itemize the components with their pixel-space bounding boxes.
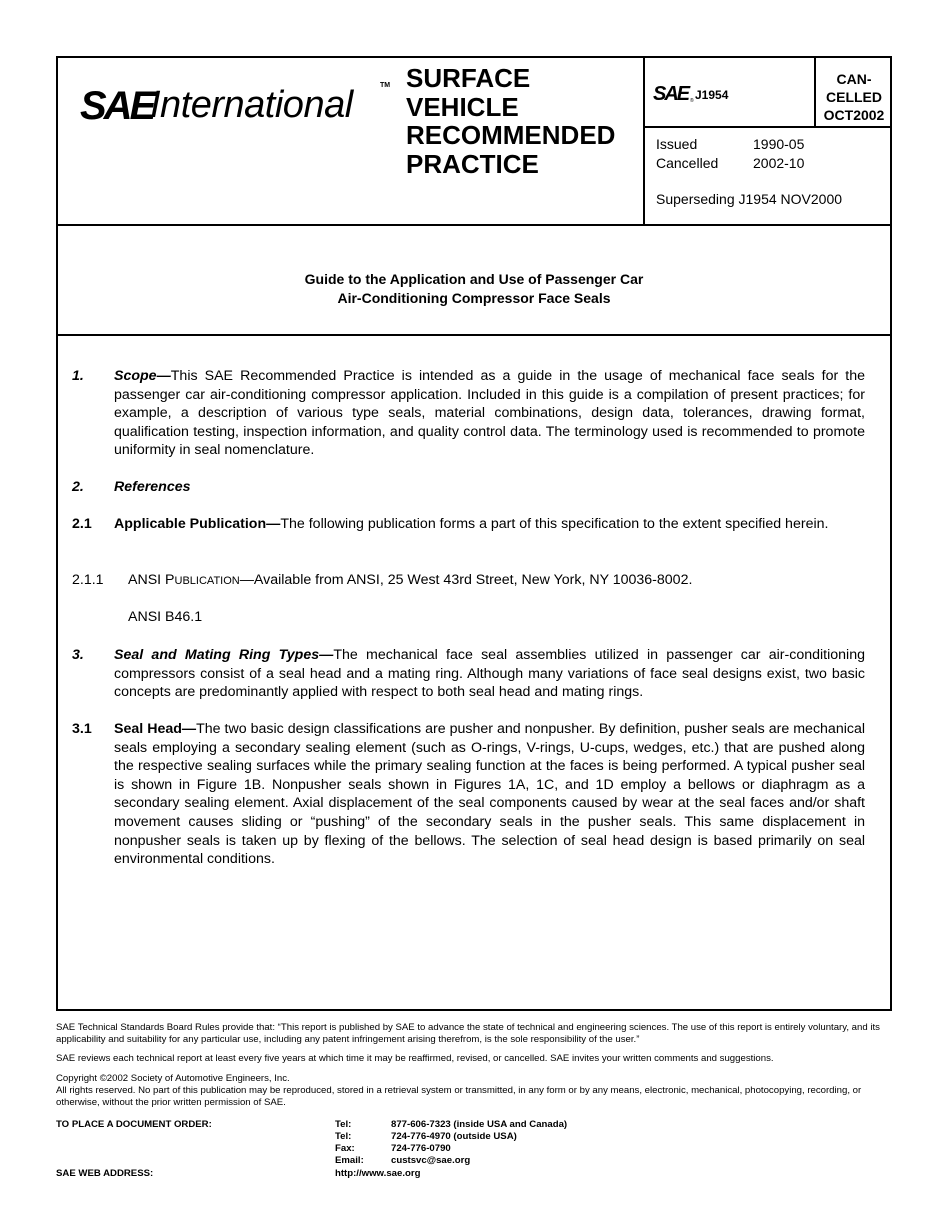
section-2-1-1-text: —Available from ANSI, 25 West 43rd Street, New York, NY 10036-8002.: [239, 572, 693, 588]
title-line-1: Guide to the Application and Use of Passenger Car: [304, 271, 644, 287]
cancelled-line: CELLED: [826, 89, 882, 105]
contact-value: 877-606-7323 (inside USA and Canada): [391, 1119, 568, 1130]
doc-type-line: SURFACE: [406, 63, 531, 93]
sae-web-link[interactable]: http://www.sae.org: [335, 1168, 421, 1179]
document-number: J1954: [695, 88, 729, 102]
section-2-1-1-paragraph: [128, 571, 865, 591]
ansi-standard: ANSI B46.1: [128, 609, 203, 625]
section-1-heading: Scope—: [114, 368, 171, 384]
mini-sae-logo: SAE: [653, 83, 689, 105]
section-3-text: The mechanical face seal assemblies utilized in passenger car air-conditioning compressors consist of a seal head and a mating ring. Although many variations of face seal designs exist, two basic concepts are predominantly applied with respect to both seal head and mating rings.: [114, 647, 865, 701]
document-type: [406, 64, 646, 178]
issued-label: Issued: [656, 136, 698, 152]
contact-label: Tel:: [335, 1131, 352, 1142]
title-line-2: Air-Conditioning Compressor Face Seals: [337, 290, 611, 306]
section-1-number: 1.: [72, 368, 84, 384]
section-3-1-text: The two basic design classifications are pusher and nonpusher. By definition, pusher seals are mechanical seals employing a secondary sealing element (such as O-rings, V-rings, U-cups, wedges, etc.) that are pushed along the respective sealing surfaces while the primary sealing function at the faces is being performed. A typical pusher seal is shown in Figure 1B. Nonpusher seals shown in Figures 1A, 1C, and 1D employ a bellows or diaphragm as a secondary sealing element. Axial displacement of the seal components caused by wear at the seal faces and/or shaft movement causes sliding or “pushing” of the secondary seals in the pusher seals. This same displacement in nonpusher seals is taken up by flexing of the bellows. The selection of seal head design is based primarily on seal environmental conditions.: [114, 721, 865, 868]
issued-value: 1990-05: [753, 136, 805, 152]
contact-label: Fax:: [335, 1143, 355, 1154]
contact-email-link[interactable]: custsvc@sae.org: [391, 1155, 471, 1166]
section-2-1-text: The following publication forms a part of this specification to the extent specified herein.: [280, 516, 829, 532]
sae-international-logo: [80, 82, 400, 142]
registered-mark: ®: [690, 98, 694, 104]
contact-value: 724-776-0790: [391, 1143, 451, 1154]
section-2-number: 2.: [72, 479, 84, 495]
publication-smallcaps: UBLICATION: [174, 575, 240, 587]
section-1-paragraph: [114, 367, 865, 460]
footer-rights: All rights reserved. No part of this publication may be reproduced, stored in a retrieval system or transmitted, in any form or by any means, electronic, mechanical, photocopying, recording, or otherwise, without the prior written permission of SAE.: [56, 1085, 862, 1108]
cancelled-label: Cancelled: [656, 155, 719, 171]
document-title: [58, 270, 890, 308]
doc-type-line: RECOMMENDED: [406, 120, 616, 150]
logo-trademark: TM: [380, 82, 391, 89]
section-3-paragraph: [114, 646, 865, 702]
section-2-1-paragraph: [114, 515, 865, 534]
section-2-1-heading: Applicable Publication—: [114, 516, 281, 532]
section-3-1-paragraph: [114, 720, 865, 869]
footer-copyright: Copyright ©2002 Society of Automotive Engineers, Inc.: [56, 1073, 290, 1084]
footer-rules: SAE Technical Standards Board Rules provide that: “This report is published by SAE to advance the state of technical and engineering sciences. The use of this report is entirely voluntary, and its applicability and suitability for any particular use, including any patent infringement arising therefrom, is the sole responsibility of the user.”: [56, 1022, 880, 1045]
logo-international-text: International: [150, 84, 353, 126]
contact-label: Tel:: [335, 1119, 352, 1130]
section-3-1-number: 3.1: [72, 721, 92, 737]
section-2-1-1-number: 2.1.1: [72, 572, 104, 588]
document-number-row: [645, 58, 892, 128]
section-3-heading: Seal and Mating Ring Types—: [114, 647, 334, 663]
cancelled-badge: [814, 58, 892, 126]
doc-type-line: VEHICLE: [406, 91, 519, 122]
superseding-text: Superseding J1954 NOV2000: [656, 191, 843, 207]
order-label: TO PLACE A DOCUMENT ORDER:: [56, 1119, 212, 1130]
section-3-1-heading: Seal Head—: [114, 721, 197, 737]
section-2-heading: References: [114, 479, 191, 495]
ansi-label: ANSI P: [128, 572, 175, 588]
section-1-text: This SAE Recommended Practice is intended as a guide in the usage of mechanical face seals for the passenger car air-conditioning compressor application. Included in this guide is a compilation of present practices; for example, a description of various type seals, material combinations, design data, tolerances, drawing format, qualification testing, inspection information, and quality control data. The terminology used is recommended to promote uniformity in seal nomenclature.: [114, 368, 865, 459]
doc-type-line: PRACTICE: [406, 148, 539, 179]
section-2-1-number: 2.1: [72, 516, 92, 532]
web-label: SAE WEB ADDRESS:: [56, 1168, 154, 1179]
cancelled-value: 2002-10: [753, 155, 805, 171]
footer-review: SAE reviews each technical report at least every five years at which time it may be reaffirmed, revised, or cancelled. SAE invites your written comments and suggestions.: [56, 1053, 774, 1064]
section-3-number: 3.: [72, 647, 84, 663]
contact-label: Email:: [335, 1155, 364, 1166]
document-frame: [56, 56, 892, 1011]
document-info-box: [643, 58, 892, 224]
cancelled-line: CAN-: [836, 71, 872, 87]
cancelled-line: OCT2002: [823, 107, 885, 123]
document-header: [58, 58, 890, 226]
contact-value: 724-776-4970 (outside USA): [391, 1131, 517, 1142]
logo-sae-text: SAE: [80, 84, 154, 128]
title-row: [58, 224, 890, 336]
